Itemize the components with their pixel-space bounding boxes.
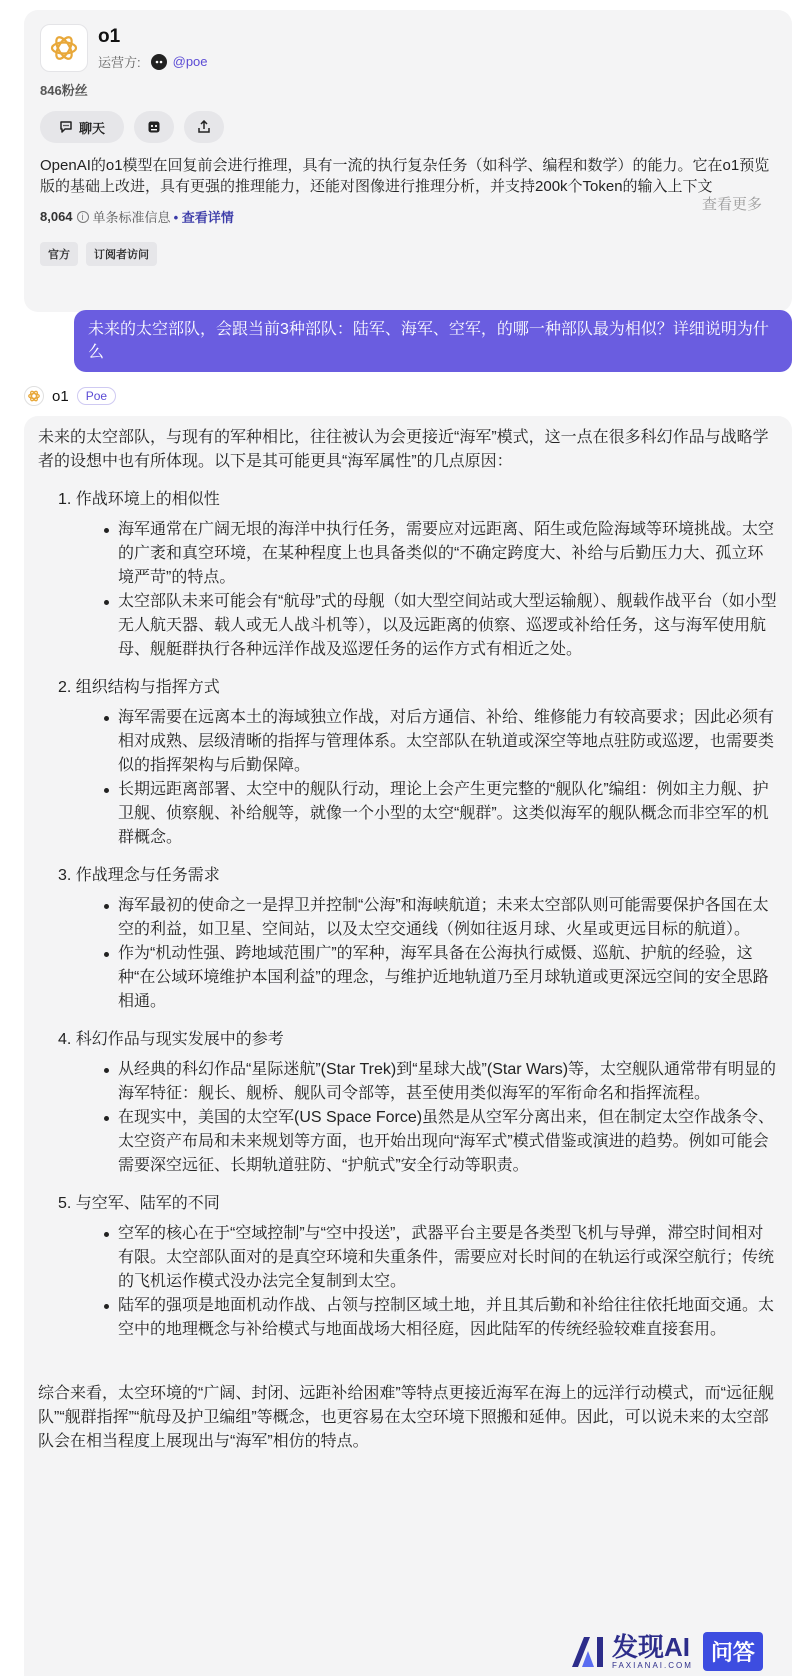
bot-actions <box>40 111 776 143</box>
bot-name: o1 <box>98 26 121 47</box>
section-points <box>118 518 778 662</box>
section-points <box>118 706 778 850</box>
list-item: 空军的核心在于“空域控制”与“空中投送”，武器平台主要是各类型飞机与导弹，滞空时间相对有限。太空部队面对的是真空环境和失重条件，需要应对长时间的在轨运行或深空航行；传统的飞机运作模式没办法完全复制到太空。 <box>118 1222 778 1294</box>
add-bot-button[interactable] <box>134 111 174 143</box>
watermark-badge: 问答 <box>703 1632 763 1671</box>
bot-header <box>40 24 776 72</box>
reply-header <box>24 386 116 406</box>
section-points <box>118 1058 778 1178</box>
list-item: 太空部队未来可能会有“航母”式的母舰（如大型空间站或大型运输舰）、舰载作战平台（如小型无人航天器、载人或无人战斗机等），以及远距离的侦察、巡逻或补给任务，这与海军使用航母、舰艇群执行各种远洋作战及巡逻任务的运作方式有相近之处。 <box>118 590 778 662</box>
reply-conclusion: 综合来看，太空环境的“广阔、封闭、远距补给困难”等特点更接近海军在海上的远洋行动模式，而“远征舰队”“舰群指挥”“航母及护卫编组”等概念，也更容易在太空环境下照搬和延伸。因此，可以说未来的太空部队会在相当程度上展现出与“海军”相仿的特点。 <box>38 1385 774 1450</box>
message-stats <box>40 207 776 226</box>
see-more-link[interactable]: 查看更多 <box>701 196 762 213</box>
openai-logo-icon <box>40 24 88 72</box>
list-item: 长期远距离部署、太空中的舰队行动，理论上会产生更完整的“舰队化”编组：例如主力舰、护卫舰、侦察舰、补给舰等，就像一个小型的太空“舰群”。这类似海军的舰队概念而非空军的机群概念。 <box>118 778 778 850</box>
chat-button[interactable] <box>40 111 124 143</box>
user-message-bubble: 未来的太空部队，会跟当前3种部队：陆军、海军、空军，的哪一种部队最为相似？详细说明为什么 <box>74 310 792 372</box>
chat-label: 聊天 <box>78 120 105 136</box>
reply-bot-name: o1 <box>52 387 69 405</box>
watermark-domain: FAXIANAI.COM <box>612 1660 693 1670</box>
section-title: 2. 组织结构与指挥方式 <box>58 679 220 696</box>
faxianai-watermark <box>568 1626 806 1676</box>
follower-count: 846粉丝 <box>40 83 88 98</box>
section-points <box>118 1222 778 1342</box>
share-button[interactable] <box>184 111 224 143</box>
tag-subscriber-access: 订阅者访问 <box>86 242 157 266</box>
chat-icon <box>59 120 73 134</box>
reply-intro: 未来的太空部队，与现有的军种相比，往往被认为会更接近“海军”模式，这一点在很多科幻作品与战略学者的设想中也有所体现。以下是其可能更具“海军属性”的几点原因： <box>38 429 769 470</box>
section-title: 3. 作战理念与任务需求 <box>58 867 220 884</box>
poe-badge: Poe <box>77 387 116 405</box>
details-link[interactable]: • 查看详情 <box>173 210 234 225</box>
operator-label: 运营方: <box>98 55 141 70</box>
bot-tags <box>40 242 776 266</box>
operator-handle-link[interactable]: @poe <box>172 54 208 69</box>
bot-add-icon <box>147 120 161 134</box>
list-item: 在现实中，美国的太空军(US Space Force)虽然是从空军分离出来，但在制定太空作战条令、太空资产布局和未来规划等方面，也开始出现向“海军式”模式借鉴或演进的趋势。例如可能会需要深空远征、长期轨道驻防、“护航式”安全行动等职责。 <box>118 1106 778 1178</box>
share-icon <box>197 120 211 134</box>
openai-small-logo-icon <box>24 386 44 406</box>
list-item: 海军最初的使命之一是捍卫并控制“公海”和海峡航道；未来太空部队则可能需要保护各国在太空的利益，如卫星、空间站，以及太空交通线（例如往返月球、火星或更远目标的航道）。 <box>118 894 778 942</box>
operator-line <box>98 52 208 71</box>
tag-official: 官方 <box>40 242 78 266</box>
section-title: 4. 科幻作品与现实发展中的参考 <box>58 1031 284 1048</box>
list-item: 海军需要在远离本土的海域独立作战，对后方通信、补给、维修能力有较高要求；因此必须有相对成熟、层级清晰的指挥与管理体系。太空部队在轨道或深空等地点驻防或巡逻，也需要类似的指挥架构与后勤保障。 <box>118 706 778 778</box>
bot-description: OpenAI的o1模型在回复前会进行推理，具有一流的执行复杂任务（如科学、编程和数学）的能力。它在o1预览版的基础上改进，具有更强的推理能力，还能对图像进行推理分析，并支持200k个Token的输入上下文 <box>40 157 770 195</box>
info-icon: i <box>77 211 89 223</box>
faxianai-logo-icon <box>568 1631 608 1671</box>
list-item: 海军通常在广阔无垠的海洋中执行任务，需要应对远距离、陌生或危险海域等环境挑战。太空的广袤和真空环境，在某种程度上也具备类似的“不确定跨度大、补给与后勤压力大、孤立环境严苛”的特点。 <box>118 518 778 590</box>
section-title: 5. 与空军、陆军的不同 <box>58 1195 220 1212</box>
list-item: 陆军的强项是地面机动作战、占领与控制区域土地，并且其后勤和补给往往依托地面交通。太空中的地理概念与补给模式与地面战场大相径庭，因此陆军的传统经验较难直接套用。 <box>118 1294 778 1342</box>
list-item: 从经典的科幻作品“星际迷航”(Star Trek)到“星球大战”(Star Wars)等，太空舰队通常带有明显的海军特征：舰长、舰桥、舰队司令部等，甚至使用类似海军的军衔命名和指挥流程。 <box>118 1058 778 1106</box>
bot-reply-card <box>24 416 792 1676</box>
list-item: 作为“机动性强、跨地域范围广”的军种，海军具备在公海执行威慑、巡航、护航的经验，这种“在公域环境维护本国利益”的理念，与维护近地轨道乃至月球轨道或更深远空间的安全思路相通。 <box>118 942 778 1014</box>
section-title: 1. 作战环境上的相似性 <box>58 491 220 508</box>
poe-avatar-icon <box>151 54 167 70</box>
message-unit: 单条标准信息 <box>92 210 171 225</box>
section-points <box>118 894 778 1014</box>
bot-info-card <box>24 10 792 312</box>
message-count: 8,064 <box>40 209 73 224</box>
watermark-title: 发现AI <box>612 1631 691 1662</box>
